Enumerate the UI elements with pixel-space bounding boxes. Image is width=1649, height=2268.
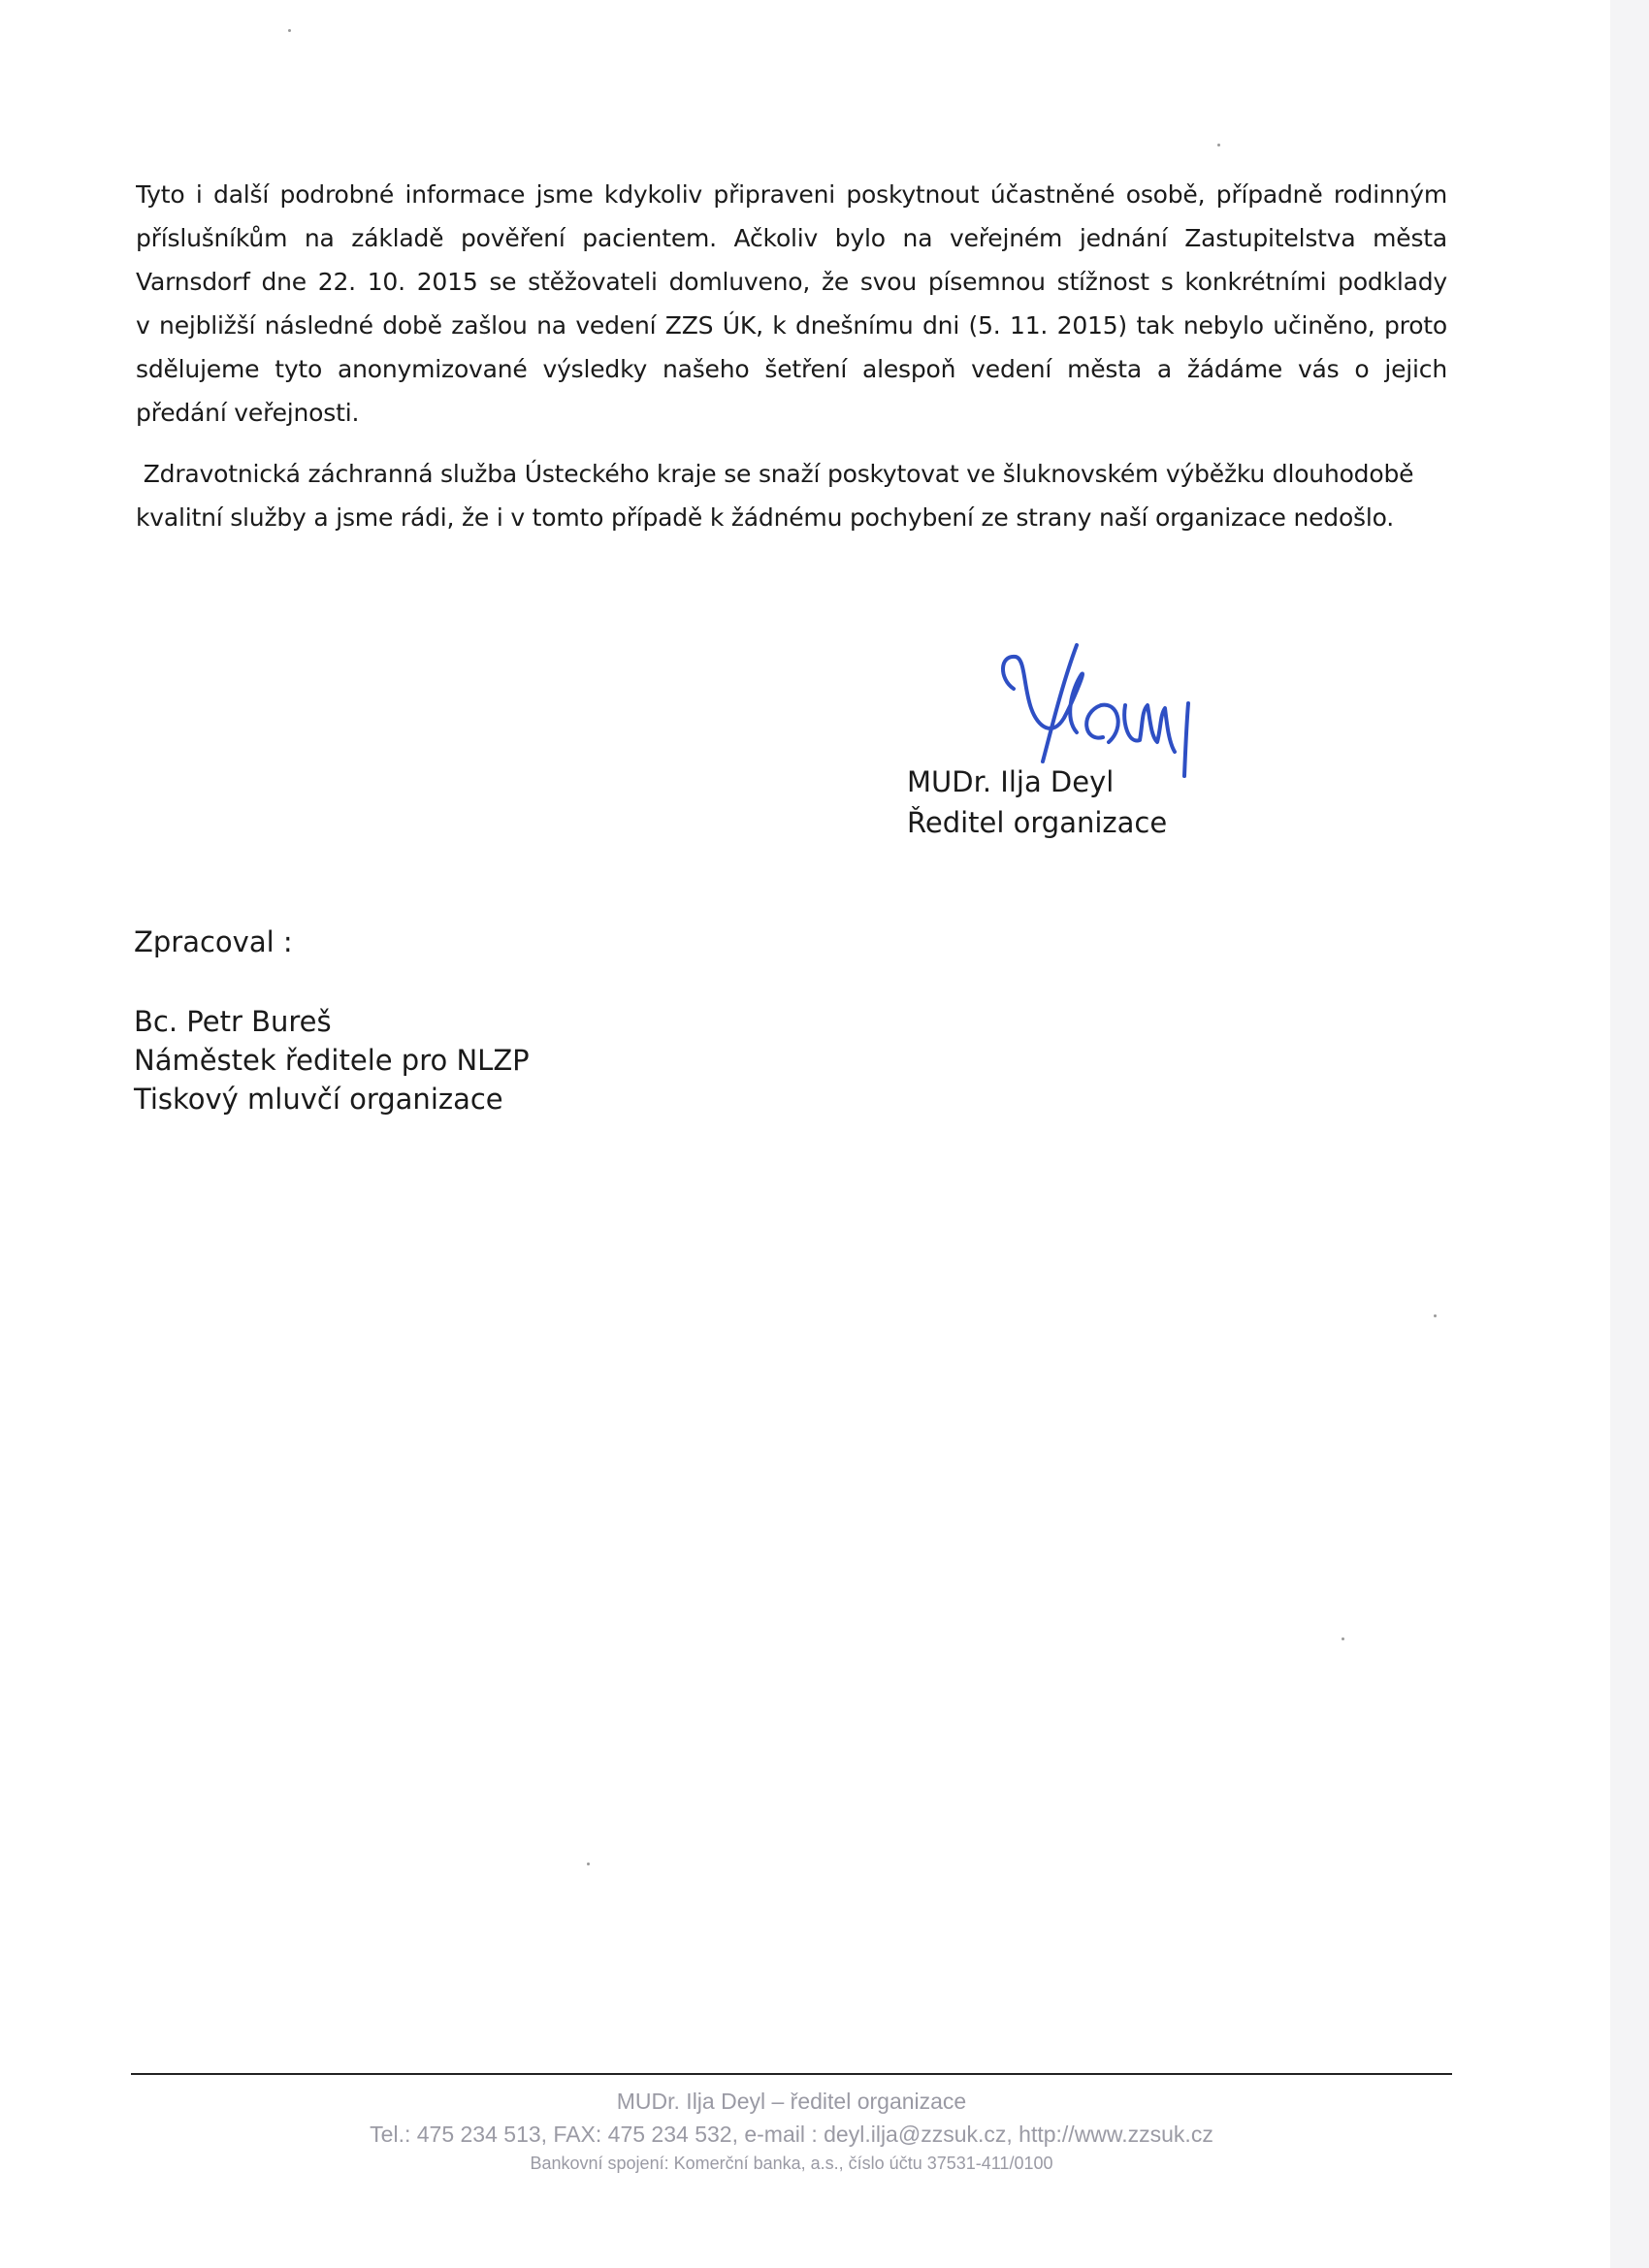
scan-speck [288, 29, 291, 32]
text-line: Tyto i další podrobné informace jsme kdykoliv připraveni poskytnout účastněné osobě, případně rodinným [136, 180, 1447, 209]
footer-divider [131, 2073, 1452, 2075]
scan-speck [1217, 144, 1220, 146]
scan-edge [1610, 0, 1649, 2268]
author-block [134, 1002, 530, 1118]
footer-line-director: MUDr. Ilja Deyl – ředitel organizace [616, 2089, 967, 2114]
author-role: Tiskový mluvčí organizace [134, 1083, 503, 1116]
signer-title: Ředitel organizace [907, 806, 1168, 839]
footer-line-contact: Tel.: 475 234 513, FAX: 475 234 532, e-mail : deyl.ilja@zzsuk.cz, http://www.zzsuk.cz [370, 2122, 1213, 2147]
processed-by-label: Zpracoval : [134, 925, 293, 958]
scan-speck [1434, 1314, 1437, 1317]
text-line: Zdravotnická záchranná služba Ústeckého kraje se snaží poskytovat ve šluknovském výběžku dlouhodobě [136, 460, 1414, 488]
paragraph-1 [136, 173, 1447, 435]
footer-line-bank: Bankovní spojení: Komerční banka, a.s., číslo účtu 37531-411/0100 [530, 2154, 1053, 2173]
signer-block [907, 761, 1167, 843]
text-line: předání veřejnosti. [136, 399, 360, 427]
signer-name: MUDr. Ilja Deyl [907, 765, 1115, 798]
text-line: kvalitní služby a jsme rádi, že i v tomto případě k žádnému pochybení ze strany naší organizace nedošlo. [136, 503, 1395, 532]
text-line: v nejbližší následné době zašlou na vedení ZZS ÚK, k dnešnímu dni (5. 11. 2015) tak nebylo učiněno, proto [136, 311, 1447, 340]
text-line: příslušníkům na základě pověření pacientem. Ačkoliv bylo na veřejném jednání Zastupitelstva města [136, 224, 1447, 252]
paragraph-2 [136, 452, 1447, 539]
scan-speck [1342, 1637, 1344, 1640]
text-line: sdělujeme tyto anonymizované výsledky našeho šetření alespoň vedení města a žádáme vás o jejich [136, 355, 1447, 383]
author-role: Náměstek ředitele pro NLZP [134, 1044, 530, 1077]
text-line: Varnsdorf dne 22. 10. 2015 se stěžovateli domluveno, že svou písemnou stížnost s konkrétními podklady [136, 268, 1447, 296]
author-name: Bc. Petr Bureš [134, 1005, 332, 1038]
scan-speck [587, 1863, 590, 1865]
